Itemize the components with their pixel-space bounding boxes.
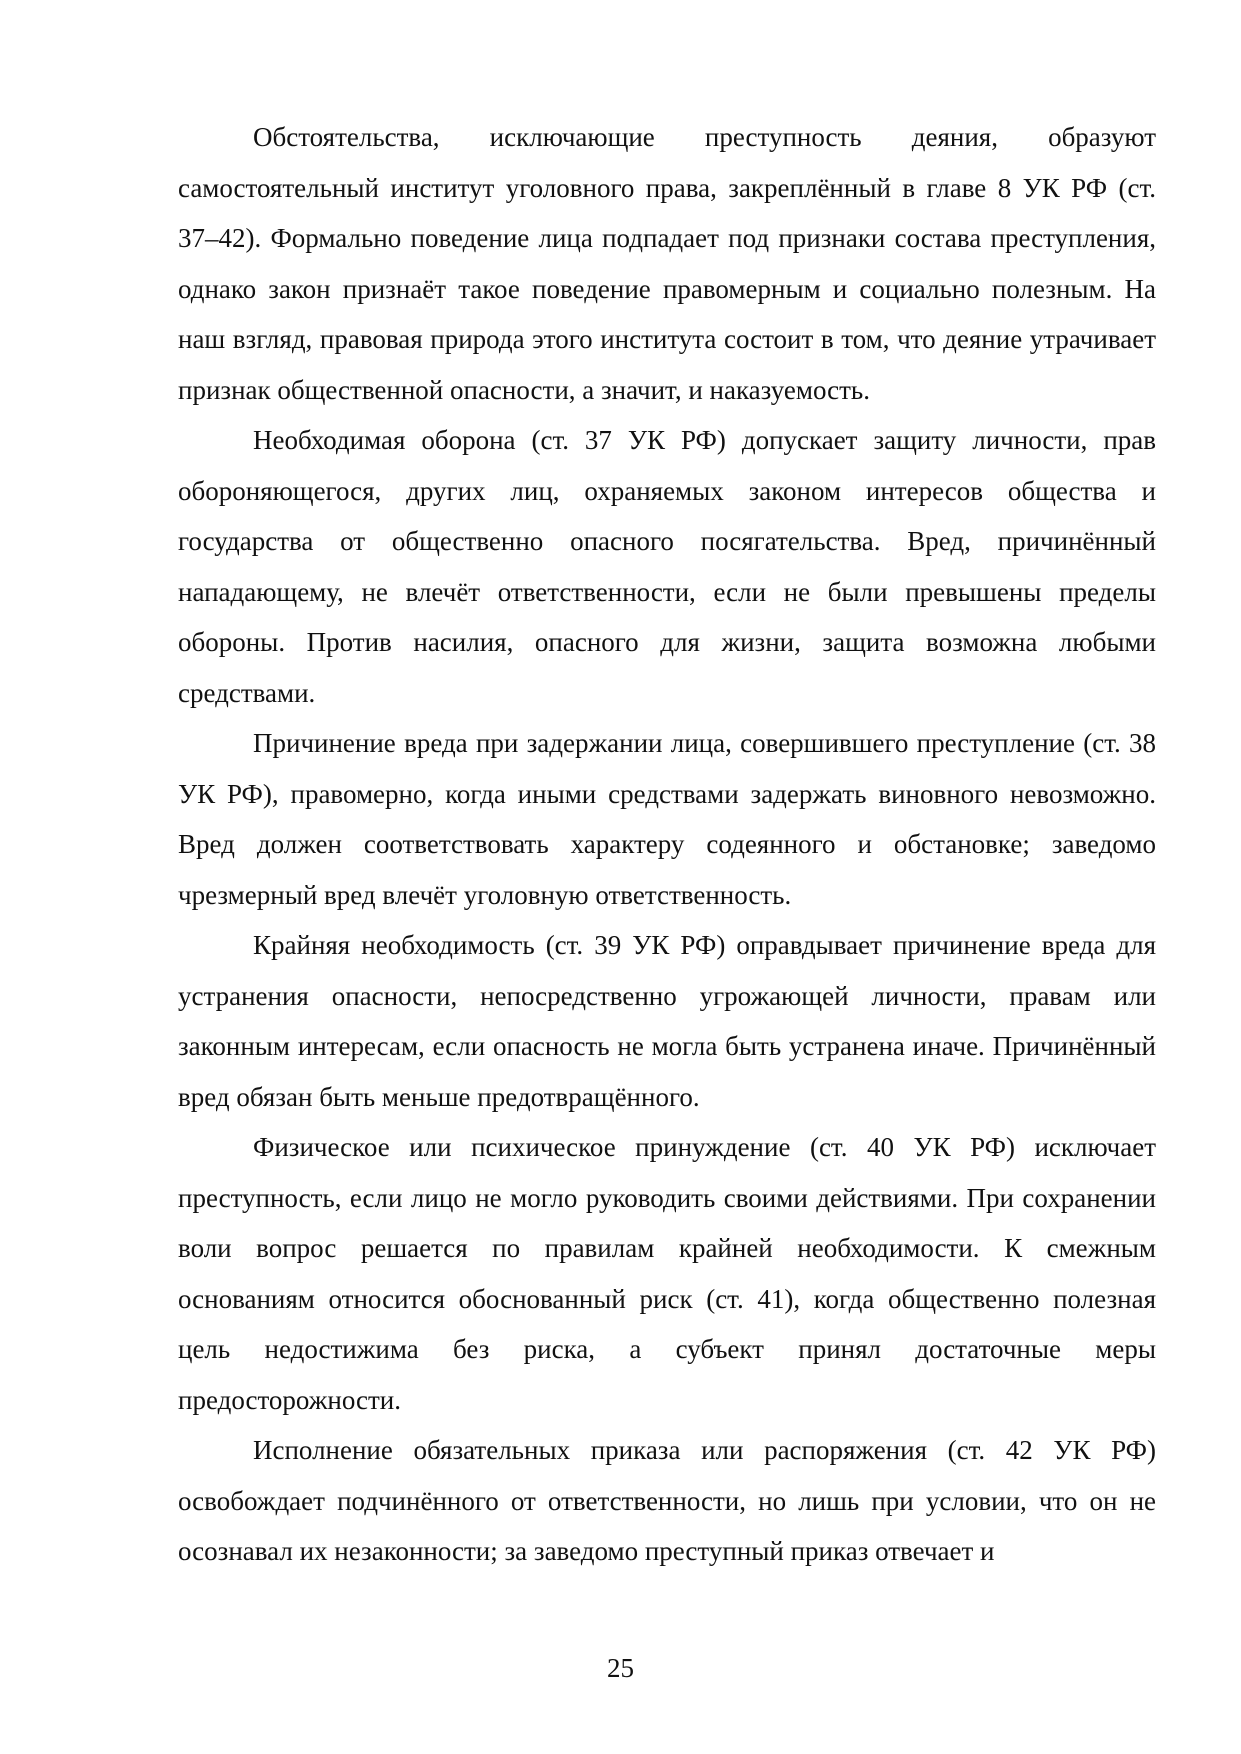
paragraph-coercion-risk: Физическое или психическое принуждение (ст. 40 УК РФ) исключает преступность, если лицо не могло руководить своими действиями. При сохранении воли вопрос решается по правилам крайней необходимости. К смежным основаниям относится обоснованный риск (ст. 41), когда общественно полезная цель недостижима без риска, а субъект принял достаточные меры предосторожности.: [178, 1132, 1156, 1415]
paragraph-order-execution: Исполнение обязательных приказа или распоряжения (ст. 42 УК РФ) освобождает подчинённого от ответственности, но лишь при условии, что он не осознавал их незаконности; за заведомо преступный приказ отвечает и: [178, 1435, 1156, 1566]
paragraph-intro: Обстоятельства, исключающие преступность деяния, образуют самостоятельный институт уголовного права, закреплённый в главе 8 УК РФ (ст. 37–42). Формально поведение лица подпадает под признаки состава преступления, однако закон признаёт такое поведение правомерным и социально полезным. На наш взгляд, правовая природа этого института состоит в том, что деяние утрачивает признак общественной опасности, а значит, и наказуемость.: [178, 122, 1156, 405]
paragraph-necessary-defense: Необходимая оборона (ст. 37 УК РФ) допускает защиту личности, прав обороняющегося, других лиц, охраняемых законом интересов общества и государства от общественно опасного посягательства. Вред, причинённый нападающему, не влечёт ответственности, если не были превышены пределы обороны. Против насилия, опасного для жизни, защита возможна любыми средствами.: [178, 425, 1156, 708]
paragraph-extreme-necessity: Крайняя необходимость (ст. 39 УК РФ) оправдывает причинение вреда для устранения опасности, непосредственно угрожающей личности, правам или законным интересам, если опасность не могла быть устранена иначе. Причинённый вред обязан быть меньше предотвращённого.: [178, 930, 1156, 1112]
paragraph-detention-harm: Причинение вреда при задержании лица, совершившего преступление (ст. 38 УК РФ), правомерно, когда иными средствами задержать виновного невозможно. Вред должен соответствовать характеру содеянного и обстановке; заведомо чрезмерный вред влечёт уголовную ответственность.: [178, 728, 1156, 910]
body-text: [178, 112, 1156, 1577]
page-number: 25: [607, 1653, 634, 1683]
